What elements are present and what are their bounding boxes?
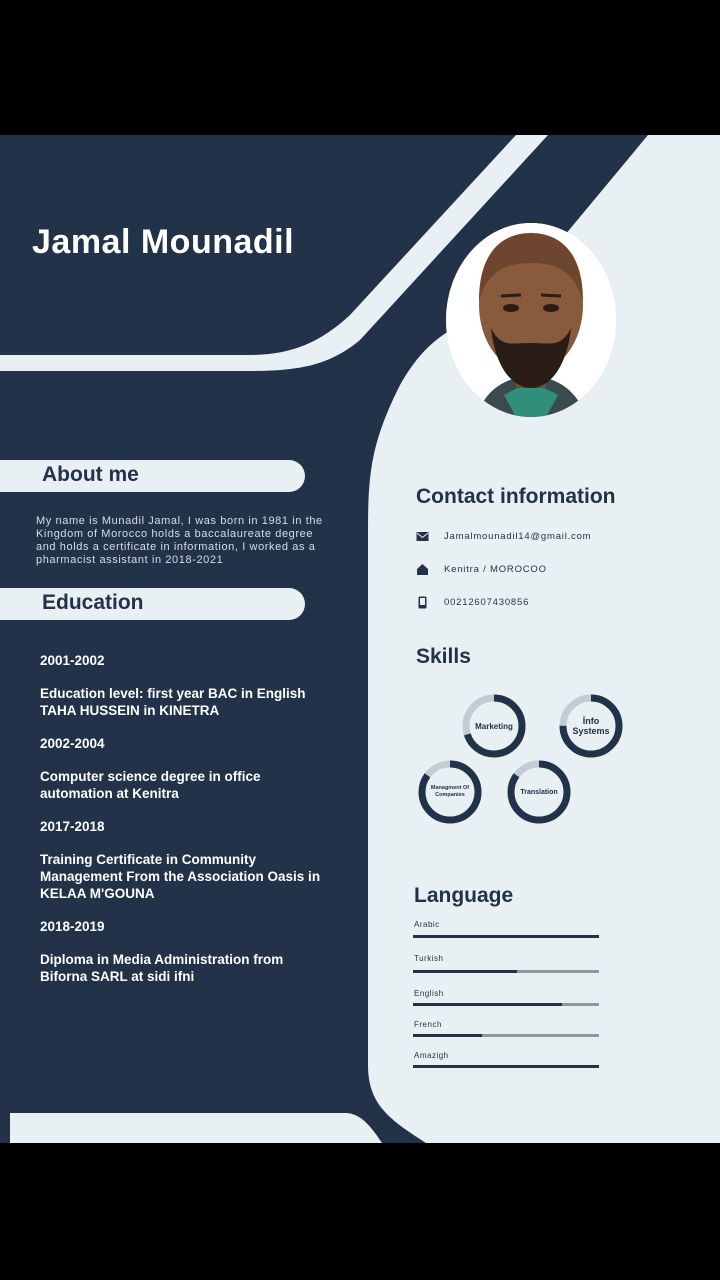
phone-icon: [416, 596, 429, 609]
language-label: Amazigh: [414, 1051, 449, 1060]
skill-label: Managment Of Companies: [430, 785, 470, 798]
language-bar: [413, 1065, 599, 1068]
education-entry: Diploma in Media Administration from Biforna SARL at sidi ifni: [40, 952, 284, 984]
skill-info-systems: [559, 694, 623, 758]
contact-address: [416, 561, 547, 577]
language-bar-fill: [413, 935, 599, 938]
email-text: Jamalmounadil14@gmail.com: [444, 530, 592, 542]
language-bar-fill: [413, 1034, 482, 1037]
home-icon: [416, 563, 429, 576]
phone-text: 00212607430856: [444, 596, 530, 608]
language-label: Arabic: [414, 920, 440, 929]
contact-phone: [416, 594, 529, 610]
language-title: Language: [414, 884, 514, 907]
education-entry: Computer science degree in office automation at Kenitra: [40, 769, 261, 801]
language-label: Turkish: [414, 954, 444, 963]
contact-title: Contact information: [416, 485, 616, 508]
language-bar-fill: [413, 970, 517, 973]
address-text: Kenitra / MOROCOO: [444, 563, 547, 575]
education-entry: Education level: first year BAC in English TAHA HUSSEIN in KINETRA: [40, 686, 306, 718]
resume-page: [0, 135, 720, 1143]
education-year: 2018-2019: [40, 919, 105, 934]
skill-marketing: [462, 694, 526, 758]
skill-translation: [507, 760, 571, 824]
language-label: French: [414, 1020, 442, 1029]
skills-title: Skills: [416, 645, 471, 668]
skill-label: İnfo Systems: [572, 716, 610, 736]
profile-photo: [446, 223, 616, 417]
mail-icon: [416, 530, 429, 543]
education-entry: Training Certificate in Community Management From the Association Oasis in KELAA M'GOUNA: [40, 852, 321, 901]
person-name: Jamal Mounadil: [32, 223, 295, 261]
skill-label: Translation: [520, 788, 558, 796]
education-title: Education: [42, 591, 144, 614]
education-header: [0, 588, 305, 620]
language-bar: [413, 1034, 599, 1037]
language-bar-fill: [413, 1065, 599, 1068]
language-bar: [413, 1003, 599, 1006]
about-text: My name is Munadil Jamal, I was born in 1981 in the Kingdom of Morocco holds a baccalaureate degree and holds a certificate in information, I worked as a pharmacist assistant in 2018-2021: [36, 515, 323, 566]
skill-label: Marketing: [475, 721, 513, 731]
skill-management: [418, 760, 482, 824]
language-bar-fill: [413, 1003, 562, 1006]
contact-email: [416, 528, 591, 544]
education-year: 2002-2004: [40, 736, 105, 751]
about-title: About me: [42, 463, 139, 486]
language-label: English: [414, 989, 444, 998]
education-year: 2017-2018: [40, 819, 105, 834]
language-bar: [413, 935, 599, 938]
language-bar: [413, 970, 599, 973]
background-shapes: [0, 135, 720, 1143]
education-year: 2001-2002: [40, 653, 105, 668]
about-header: [0, 460, 305, 492]
